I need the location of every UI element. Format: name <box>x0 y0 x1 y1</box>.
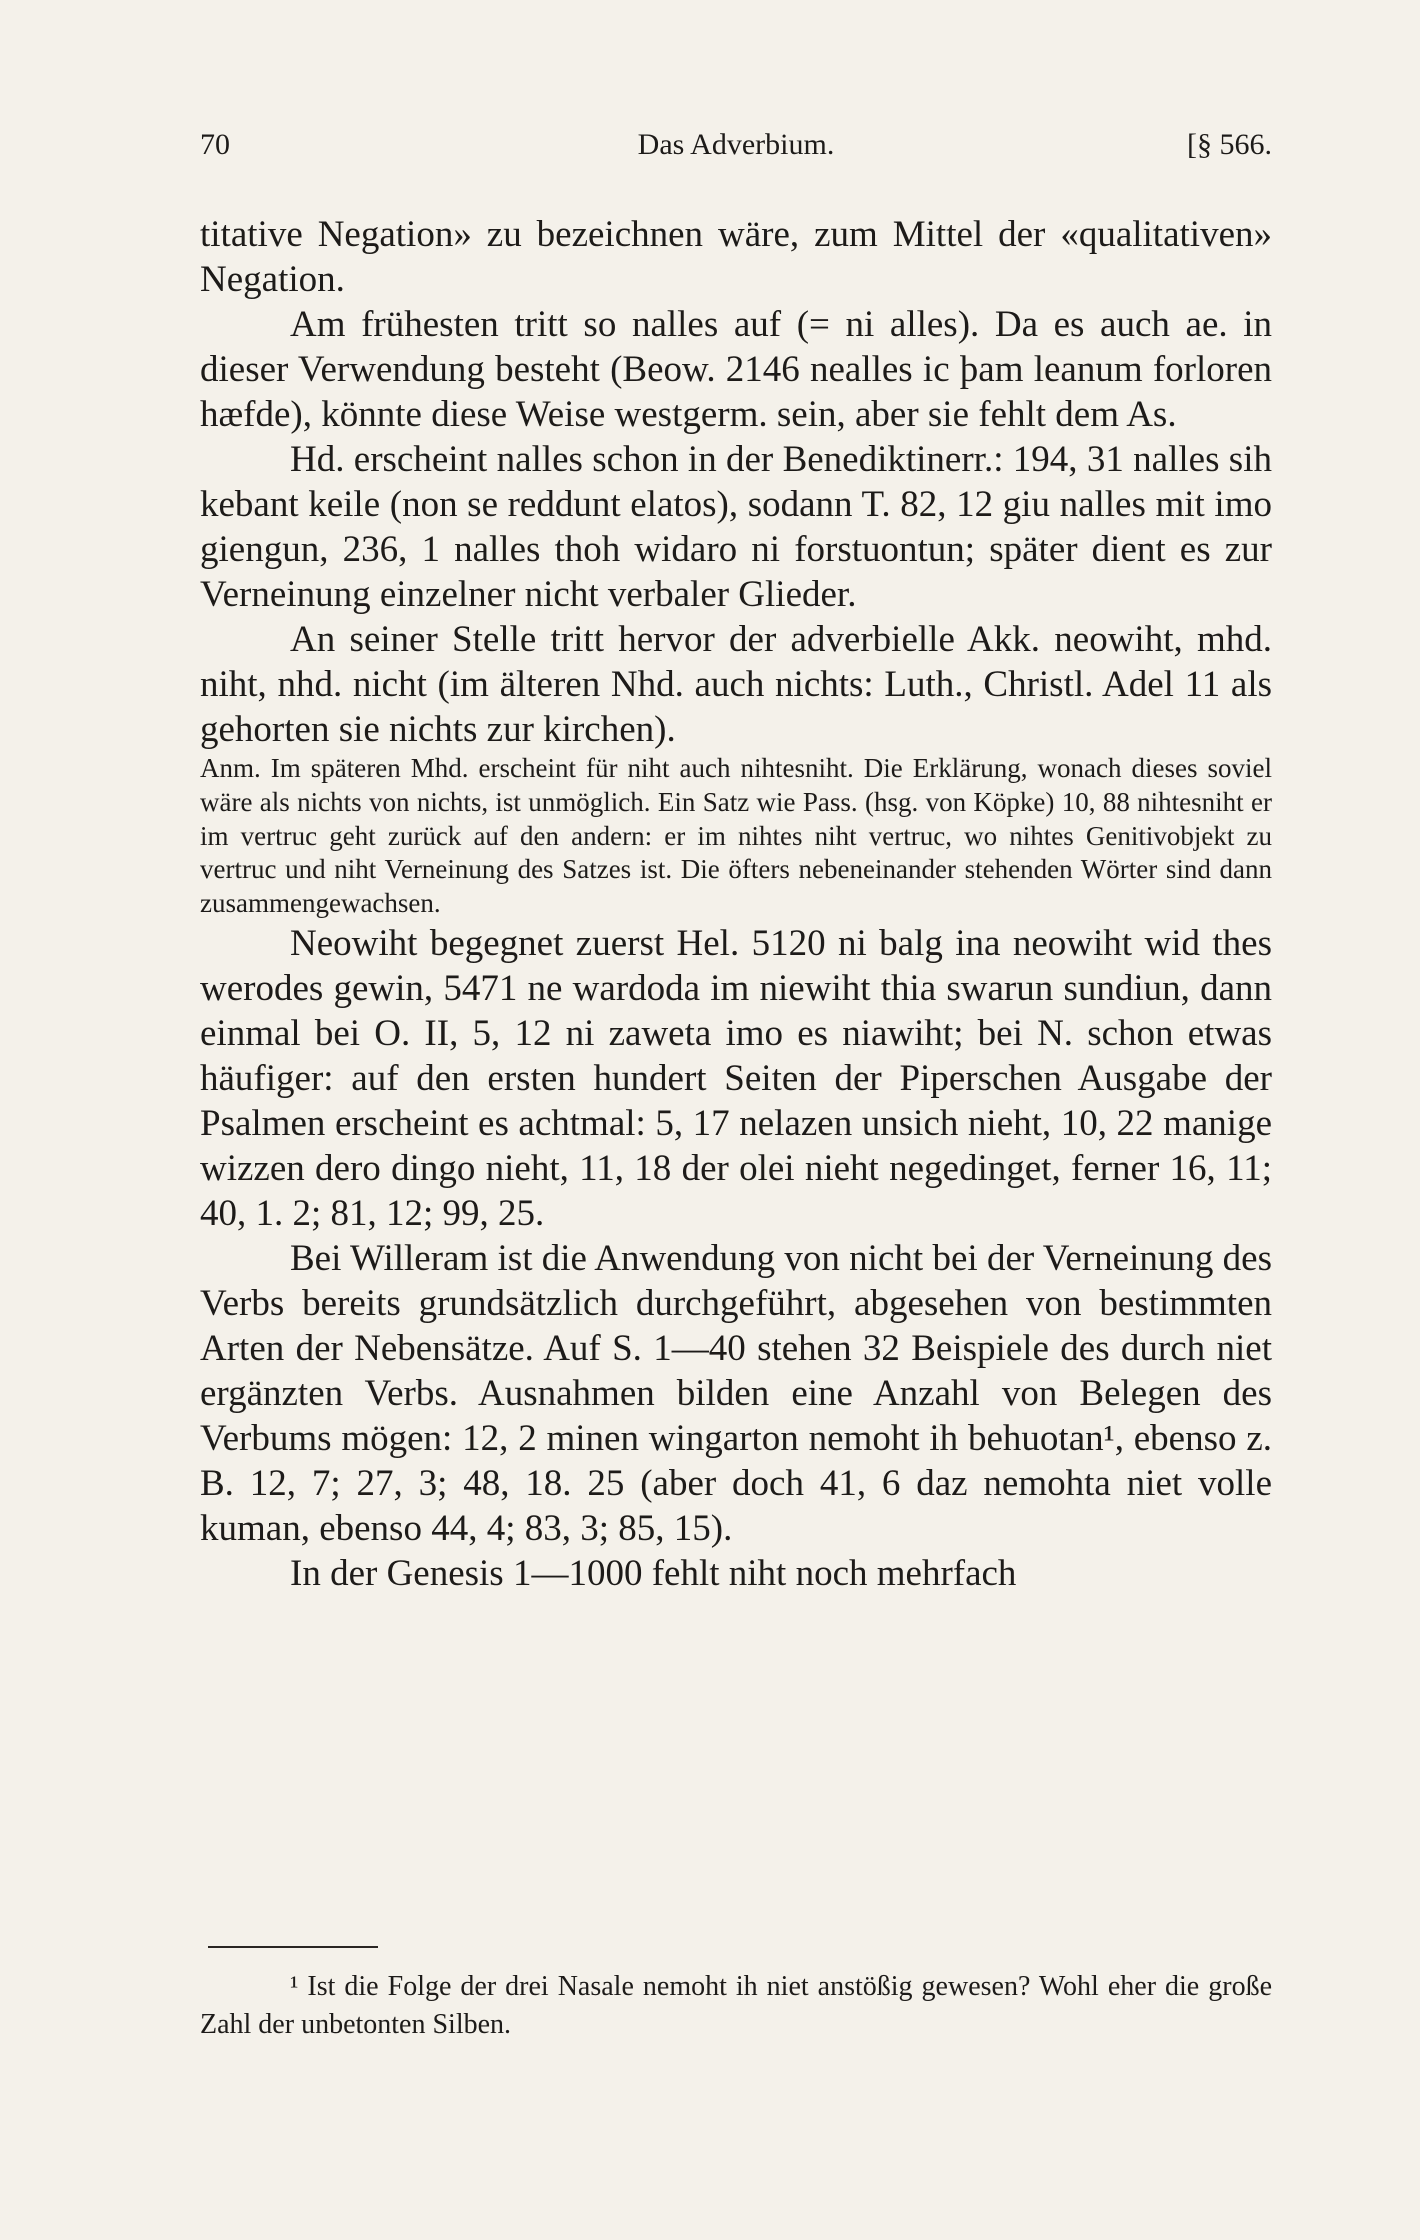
anmerkung-note: Anm. Im späteren Mhd. erscheint für niht auch nihtesniht. Die Erklärung, wonach dieses soviel wäre als nichts von nichts, ist unmöglich. Ein Satz wie Pass. (hsg. von Köpke) 10, 88 nihtesniht er im vertruc geht zurück auf den andern: er im nihtes niht vertruc, wo nihtes Genitivobjekt zu vertruc und niht Verneinung des Satzes ist. Die öfters nebeneinander stehenden Wörter sind dann zusammengewachsen. <box>200 753 1272 919</box>
paragraph: In der Genesis 1—1000 fehlt niht noch mehrfach <box>290 1552 1017 1594</box>
footnote: ¹ Ist die Folge der drei Nasale nemoht ih niet anstößig gewesen? Wohl eher die große Zahl der unbetonten Silben. <box>200 1971 1272 2040</box>
section-marker: [§ 566. <box>1187 128 1272 161</box>
main-text <box>200 212 1272 1596</box>
paragraph: Am frühesten tritt so nalles auf (= ni alles). Da es auch ae. in dieser Verwendung besteht (Beow. 2146 nealles ic þam leanum forloren hæfde), könnte diese Weise westgerm. sein, aber sie fehlt dem As. <box>200 304 1272 435</box>
paragraph: Hd. erscheint nalles schon in der Benediktinerr.: 194, 31 nalles sih kebant keile (non se reddunt elatos), sodann T. 82, 12 giu nalles mit imo giengun, 236, 1 nalles thoh widaro ni forstuontun; später dient es zur Verneinung einzelner nicht verbaler Glieder. <box>200 439 1272 615</box>
footnote-rule <box>208 1946 378 1948</box>
paragraph: An seiner Stelle tritt hervor der adverbielle Akk. neowiht, mhd. niht, nhd. nicht (im älteren Nhd. auch nichts: Luth., Christl. Adel 11 als gehorten sie nichts zur kirchen). <box>200 619 1272 750</box>
paragraph: titative Negation» zu bezeichnen wäre, zum Mittel der «qualitativen» Negation. <box>200 214 1272 300</box>
running-title: Das Adverbium. <box>637 128 835 161</box>
running-header <box>200 128 1272 172</box>
page-number: 70 <box>200 128 230 161</box>
paragraph: Bei Willeram ist die Anwendung von nicht bei der Verneinung des Verbs bereits grundsätzlich durchgeführt, abgesehen von bestimmten Arten der Nebensätze. Auf S. 1—40 stehen 32 Beispiele des durch niet ergänzten Verbs. Ausnahmen bilden eine Anzahl von Belegen des Verbums mögen: 12, 2 minen wingarton nemoht ih behuotan¹, ebenso z. B. 12, 7; 27, 3; 48, 18. 25 (aber doch 41, 6 daz nemohta niet volle kuman, ebenso 44, 4; 83, 3; 85, 15). <box>200 1237 1272 1549</box>
paragraph: Neowiht begegnet zuerst Hel. 5120 ni balg ina neowiht wid thes werodes gewin, 5471 ne wardoda im niewiht thia swarun sundiun, dann einmal bei O. II, 5, 12 ni zaweta imo es niawiht; bei N. schon etwas häufiger: auf den ersten hundert Seiten der Piperschen Ausgabe der Psalmen erscheint es achtmal: 5, 17 nelazen unsich nieht, 10, 22 manige wizzen dero dingo nieht, 11, 18 der olei nieht negedinget, ferner 16, 11; 40, 1. 2; 81, 12; 99, 25. <box>200 922 1272 1234</box>
